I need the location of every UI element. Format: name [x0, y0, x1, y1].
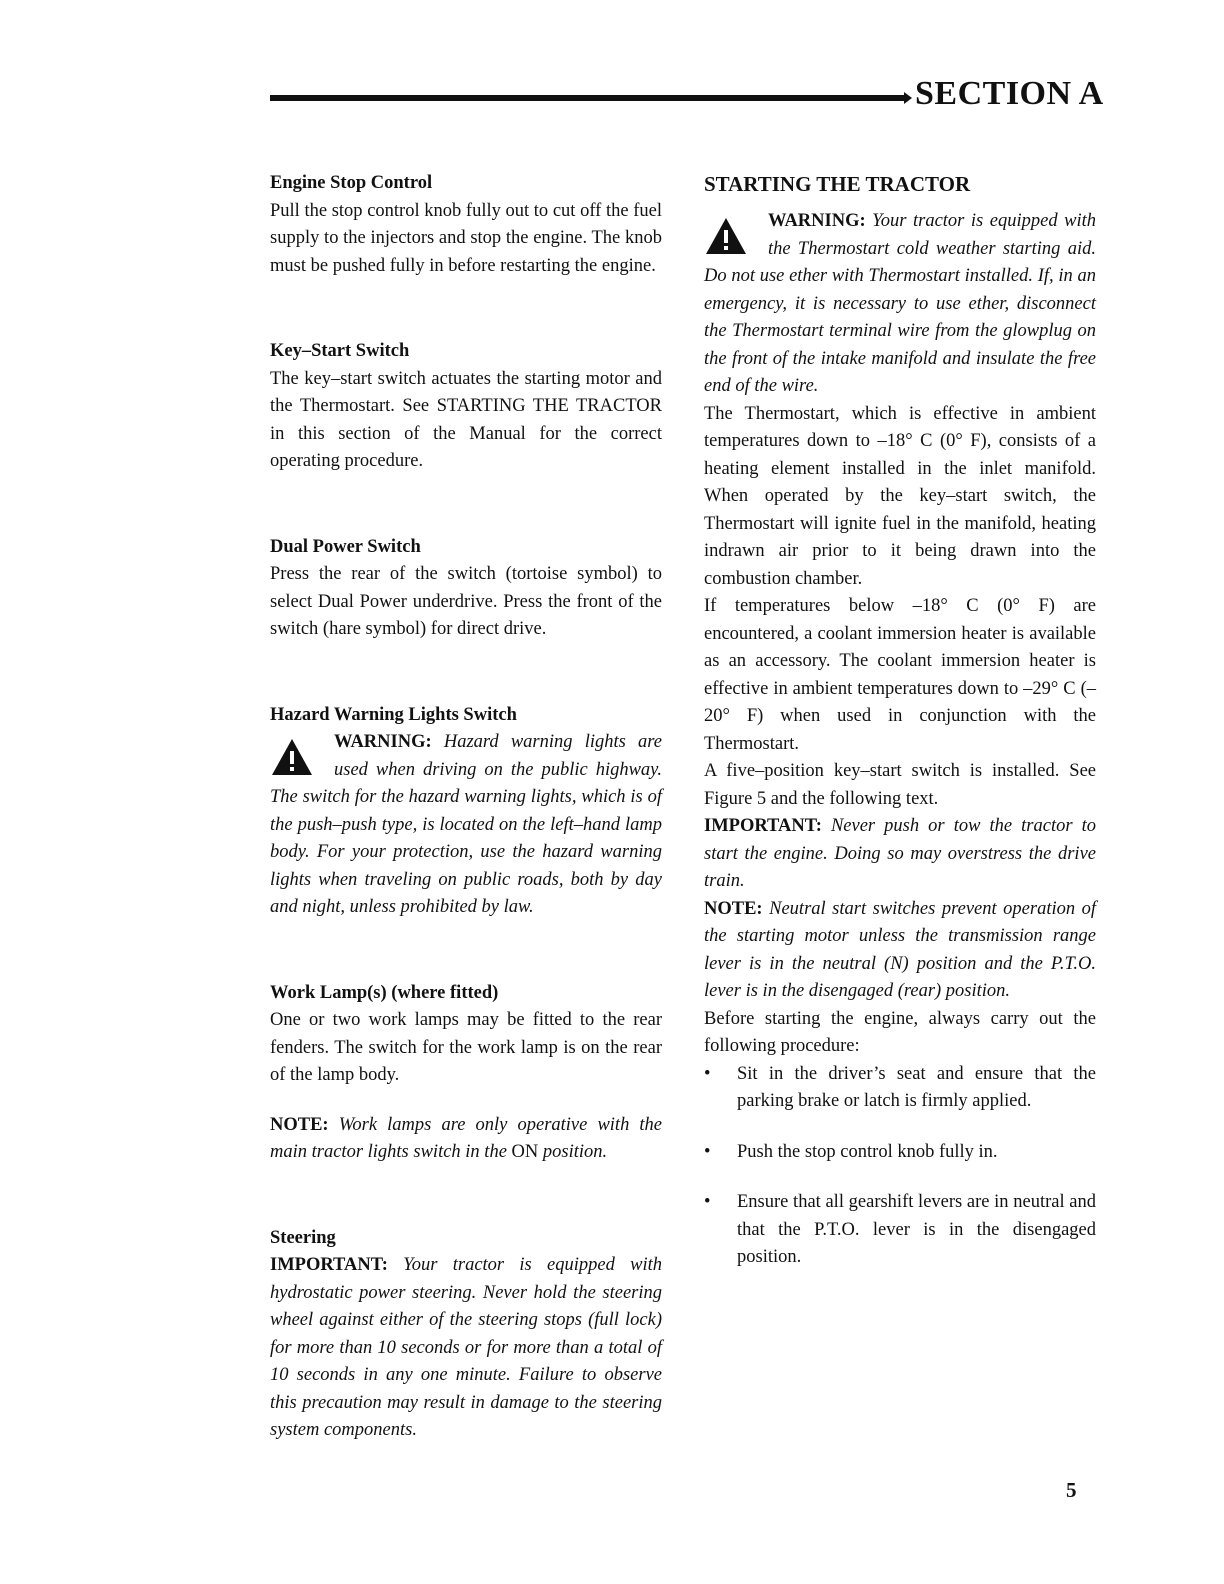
warning-triangle-icon — [270, 737, 314, 781]
steering-section — [270, 1225, 662, 1445]
dual-power-section — [270, 534, 662, 644]
hazard-section — [270, 702, 662, 922]
starting-important-text: Never push or tow the tractor to start the engine. Doing so may overstress the drive train. — [704, 816, 1096, 891]
key-start-section — [270, 338, 662, 476]
before-starting-paragraph: Before starting the engine, always carry out the following procedure: — [704, 1008, 1096, 1056]
section-title: SECTION A — [915, 75, 1104, 112]
dual-power-body: Press the rear of the switch (tortoise symbol) to select Dual Power underdrive. Press the front of the switch (hare symbol) for direct drive. — [270, 564, 662, 639]
neutral-start-note-text: Neutral start switches prevent operation of the starting motor unless the transmission range lever is in the neutral (N) position and the P.T.O. lever is in the disengaged (rear) position. — [704, 898, 1097, 1001]
work-lamps-heading: Work Lamp(s) (where fitted) — [270, 982, 499, 1003]
work-lamps-note-on: ON — [511, 1142, 539, 1162]
hazard-warning-text: Hazard warning lights are used when driving on the public highway. The switch for the hazard warning lights, which is of the push–push type, is located on the left–hand lamp body. For your protection, use the hazard warning lights when traveling on public roads, both by day and night, unless prohibited by law. — [270, 732, 662, 917]
steering-important-text: Your tractor is equipped with hydrostatic power steering. Never hold the steering wheel against either of the steering stops (full lock) for more than 10 seconds or for more than a total of 10 seconds in any one minute. Failure to observe this precaution may result in damage to the steering system components. — [270, 1255, 663, 1440]
starting-important — [704, 813, 1096, 896]
starting-important-label: IMPORTANT: — [704, 816, 822, 836]
thermostart-warning-text: Your tractor is equipped with the Thermostart cold weather starting aid. Do not use ether with Thermostart installed. If, in an emergency, it is necessary to use ether, disconnect the Thermostart terminal wire from the glowplug on the front of the intake manifold and insulate the free end of the wire. — [704, 211, 1096, 396]
neutral-start-note — [704, 896, 1096, 1006]
steering-heading: Steering — [270, 1227, 336, 1248]
engine-stop-body: Pull the stop control knob fully out to cut off the fuel supply to the injectors and stop the engine. The knob must be pushed fully in before restarting the engine. — [270, 200, 662, 276]
immersion-heater-paragraph: If temperatures below –18° C (0° F) are encountered, a coolant immersion heater is available as an accessory. The coolant immersion heater is effective in ambient temperatures down to –29° C (–20° F) when used in conjunction with the Thermostart. — [704, 596, 1096, 754]
hazard-warning — [270, 729, 662, 922]
work-lamps-body: One or two work lamps may be fitted to the rear fenders. The switch for the work lamp is on the rear of the lamp body. — [270, 1010, 662, 1085]
warning-triangle-icon — [704, 216, 748, 260]
hazard-warning-label: WARNING: — [334, 732, 432, 752]
work-lamps-note — [270, 1112, 662, 1167]
list-item: • Push the stop control knob fully in. — [704, 1139, 1096, 1167]
key-start-body: The key–start switch actuates the starting motor and the Thermostart. See STARTING THE TRACTOR in this section of the Manual for the correct operating procedure. — [270, 368, 662, 471]
key-start-heading: Key–Start Switch — [270, 341, 410, 361]
work-lamps-note-text-1: Work lamps are only operative with the main tractor lights switch in the — [270, 1114, 663, 1162]
thermostart-warning — [704, 208, 1096, 401]
thermostart-paragraph: The Thermostart, which is effective in ambient temperatures down to –18° C (0° F), consists of a heating element installed in the inlet manifold. When operated by the key–start switch, the Thermostart will ignite fuel in the manifold, heating indrawn air prior to it being drawn into the combustion chamber. — [704, 403, 1096, 589]
page-number: 5 — [1066, 1478, 1077, 1502]
hazard-heading: Hazard Warning Lights Switch — [270, 704, 517, 725]
dual-power-heading: Dual Power Switch — [270, 536, 421, 557]
header-rule — [270, 95, 906, 101]
list-item: • Sit in the driver’s seat and ensure that the parking brake or latch is firmly applied. — [704, 1061, 1096, 1116]
work-lamps-note-label: NOTE: — [270, 1114, 329, 1135]
starting-tractor-heading: STARTING THE TRACTOR — [704, 172, 971, 196]
neutral-start-note-label: NOTE: — [704, 898, 763, 919]
engine-stop-section — [270, 170, 662, 280]
thermostart-warning-label: WARNING: — [768, 211, 866, 231]
work-lamps-note-text-2: position. — [542, 1142, 608, 1162]
key-switch-paragraph: A five–position key–start switch is installed. See Figure 5 and the following text. — [704, 761, 1096, 809]
right-column — [704, 170, 1096, 1295]
engine-stop-heading: Engine Stop Control — [270, 173, 433, 193]
steering-important-label: IMPORTANT: — [270, 1255, 388, 1275]
left-column — [270, 170, 662, 1445]
list-item: • Ensure that all gearshift levers are in neutral and that the P.T.O. lever is in the disengaged position. — [704, 1189, 1096, 1272]
work-lamps-section — [270, 980, 662, 1090]
procedure-list — [704, 1061, 1096, 1272]
